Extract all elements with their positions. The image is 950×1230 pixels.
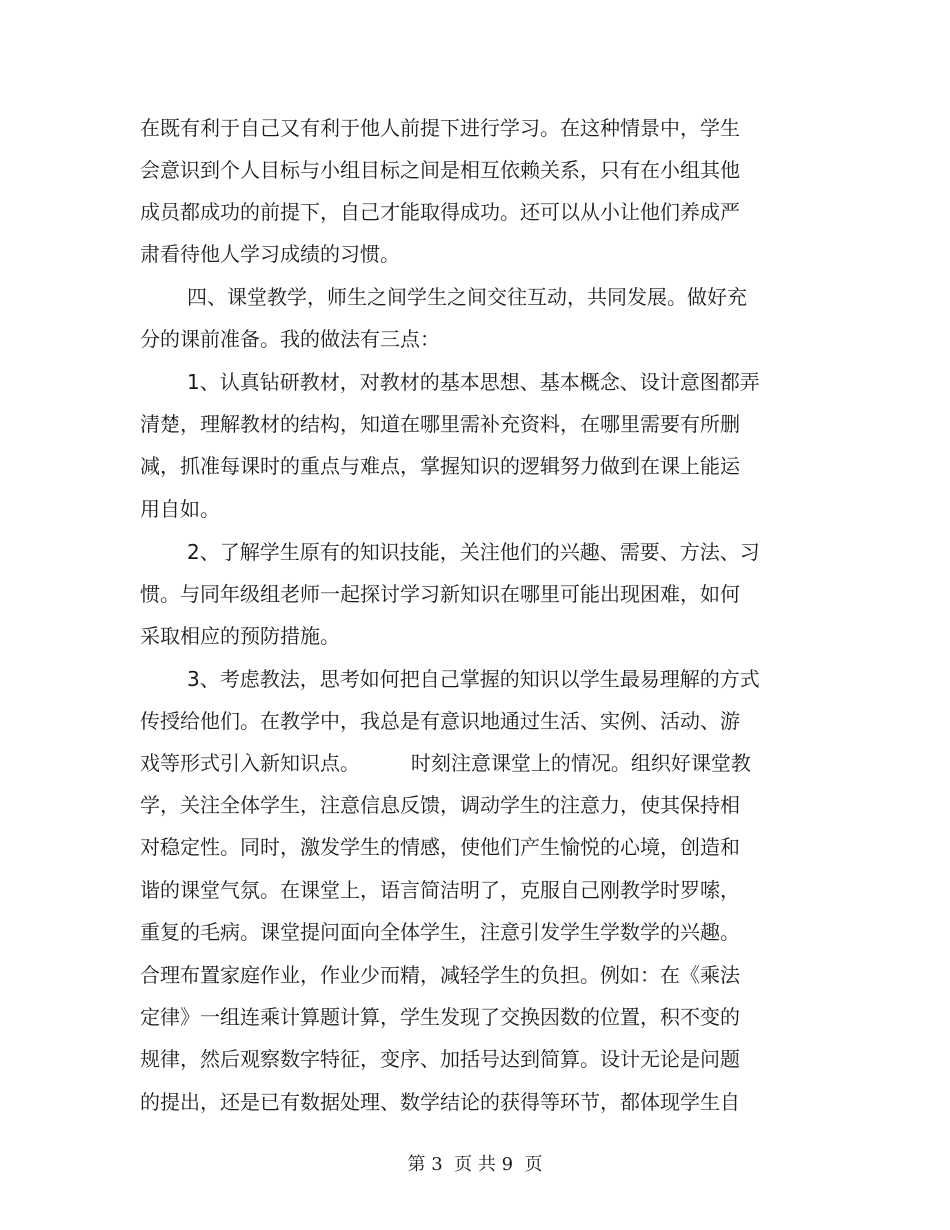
text-line: 减，抓准每课时的重点与难点，掌握知识的逻辑努力做到在课上能运: [140, 454, 740, 478]
text-line: 传授给他们。在教学中，我总是有意识地通过生活、实例、活动、游: [140, 709, 740, 733]
text-line: 清楚，理解教材的结构，知道在哪里需补充资料，在哪里需要有所删: [140, 412, 740, 436]
text-line: 规律，然后观察数字特征，变序、加括号达到简算。设计无论是问题: [140, 1047, 740, 1071]
text-line: 成员都成功的前提下，自己才能取得成功。还可以从小让他们养成严: [140, 200, 740, 224]
text-line: 重复的毛病。课堂提问面向全体学生，注意引发学生学数学的兴趣。: [140, 920, 740, 944]
page-number-footer: 第 3 页 共 9 页: [407, 1154, 543, 1175]
text-line: 学，关注全体学生，注意信息反馈，调动学生的注意力，使其保持相: [140, 793, 740, 817]
text-line: 在既有利于自己又有利于他人前提下进行学习。在这种情景中，学生: [140, 116, 740, 140]
text-line: 合理布置家庭作业，作业少而精，减轻学生的负担。例如：在《乘法: [140, 963, 740, 987]
text-line: 肃看待他人学习成绩的习惯。: [140, 242, 400, 266]
text-line: 谐的课堂气氛。在课堂上，语言简洁明了，克服自己刚教学时罗嗦，: [140, 878, 740, 902]
text-line: 四、课堂教学，师生之间学生之间交往互动，共同发展。做好充: [187, 285, 747, 309]
text-line: 惯。与同年级组老师一起探讨学习新知识在哪里可能出现困难，如何: [140, 582, 740, 606]
text-line: 分的课前准备。我的做法有三点：: [140, 327, 440, 351]
text-line: 定律》一组连乘计算题计算，学生发现了交换因数的位置，积不变的: [140, 1005, 740, 1029]
text-line: 对稳定性。同时，激发学生的情感，使他们产生愉悦的心境，创造和: [140, 835, 740, 859]
text-line: 会意识到个人目标与小组目标之间是相互依赖关系，只有在小组其他: [140, 158, 740, 182]
text-line: 的提出，还是已有数据处理、数学结论的获得等环节，都体现学生自: [140, 1090, 740, 1114]
text-line: 采取相应的预防措施。: [140, 624, 340, 648]
text-line: 3、考虑教法，思考如何把自己掌握的知识以学生最易理解的方式: [187, 667, 760, 691]
text-line: 戏等形式引入新知识点。 时刻注意课堂上的情况。组织好课堂教: [140, 751, 751, 775]
text-line: 用自如。: [140, 497, 220, 521]
text-line: 1、认真钻研教材，对教材的基本思想、基本概念、设计意图都弄: [187, 370, 760, 394]
text-line: 2、了解学生原有的知识技能，关注他们的兴趣、需要、方法、习: [187, 540, 760, 564]
